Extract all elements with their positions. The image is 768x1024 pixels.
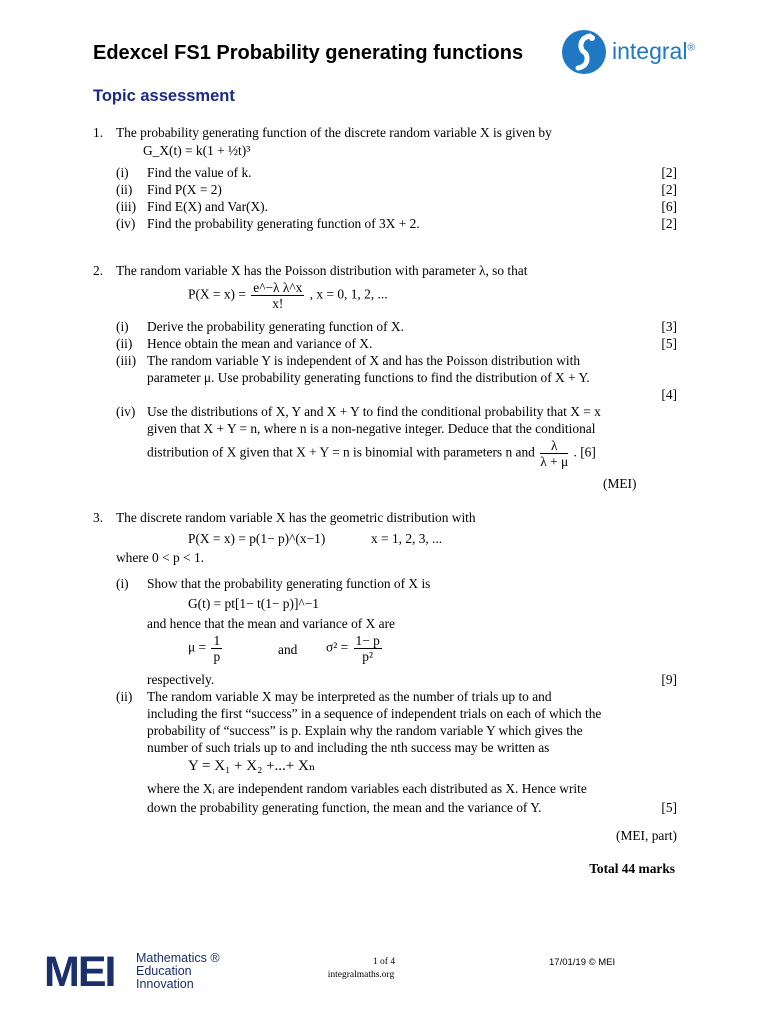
question-stem: The random variable X has the Poisson distribution with parameter λ, so that [116,263,528,278]
formula-fraction [251,280,304,311]
formula-range: , x = 0, 1, 2, ... [309,286,388,302]
integral-swirl-icon [560,28,608,76]
part-mark: [9] [661,672,677,687]
part-text: parameter μ. Use probability generating functions to find the distribution of X + Y. [147,370,590,385]
part-text: given that X + Y = n, where n is a non-negative integer. Deduce that the conditional [147,421,596,436]
formula-range: x = 1, 2, 3, ... [371,531,443,546]
part-text: Use the distributions of X, Y and X + Y to find the conditional probability that X = x [147,404,601,419]
part-label: (i) [116,165,129,180]
part-text: where the Xᵢ are independent random variables each distributed as X. Hence write [147,781,587,796]
formula-lhs: σ² = [326,639,349,655]
part-text: Find the probability generating function of 3X + 2. [147,216,420,231]
part-label: (i) [116,576,129,591]
part-last-line [147,438,596,469]
part-text: Find P(X = 2) [147,182,222,197]
fraction-numerator: 1− p [355,633,380,648]
part-text: The random variable Y is independent of X and has the Poisson distribution with [147,353,581,368]
parameter-condition: where 0 < p < 1. [116,550,204,565]
question-number: 2. [93,263,104,278]
formula-lhs: μ = [188,639,207,655]
page-number: 1 of 4 [372,957,396,967]
question-source: (MEI, part) [616,828,677,843]
question-number: 3. [93,510,104,525]
part-text: respectively. [147,672,215,687]
fraction-denominator: p² [362,649,373,664]
fraction-denominator: x! [272,296,284,311]
mei-word-mathematics: Mathematics ® [136,951,220,965]
page-subtitle: Topic assessment [93,87,235,105]
fraction-numerator: λ [540,438,568,454]
question-number: 1. [93,125,104,140]
page-title: Edexcel FS1 Probability generating functions [93,42,524,64]
part-text: distribution of X given that X + Y = n is binomial with parameters n and [147,444,535,460]
part-text: and hence that the mean and variance of X are [147,616,395,631]
mean-formula [188,633,224,664]
part-mark: [6] [661,199,677,214]
part-text: down the probability generating function, the mean and the variance of Y. [147,800,542,815]
part-text: including the first “success” in a sequence of independent trials on each of which the [147,706,602,721]
mei-logo-letters: MEI [44,948,115,996]
mei-word-innovation: Innovation [136,977,194,991]
sum-formula: Y = X₁ + X₂ +...+ Xₙ [188,758,316,774]
fraction-numerator: 1 [213,633,221,648]
part-text: Hence obtain the mean and variance of X. [147,336,373,351]
part-label: (iv) [116,216,136,231]
mei-word-education: Education [136,964,192,978]
binomial-fraction [540,438,568,469]
site-link[interactable]: integralmaths.org [327,970,395,980]
total-marks: Total 44 marks [589,861,675,876]
part-mark: [4] [661,387,677,402]
variance-formula [326,633,384,664]
part-label: (iii) [116,353,137,368]
question-1 [93,124,677,234]
part-mark: [5] [661,336,677,351]
variance-fraction [354,633,382,664]
question-formula: G_X(t) = k(1 + ½t)³ [143,143,251,158]
question-stem: The probability generating function of the discrete random variable X is given by [116,125,552,140]
formula-lhs: P(X = x) = [188,286,246,302]
part-text: Derive the probability generating function of X. [147,319,404,334]
part-text: Show that the probability generating function of X is [147,576,431,591]
part-mark: . [6] [573,444,596,460]
part-text: number of such trials up to and including the nth success may be written as [147,740,550,755]
part-label: (ii) [116,182,133,197]
part-text: Find E(X) and Var(X). [147,199,268,214]
conjunction-text: and [278,642,298,657]
question-3 [93,509,677,844]
part-mark: [3] [661,319,677,334]
question-stem: The discrete random variable X has the geometric distribution with [116,510,476,525]
part-mark: [2] [661,216,677,231]
integral-logo-text: integral® [612,38,695,64]
question-source: (MEI) [603,476,637,491]
part-mark: [2] [661,165,677,180]
mean-fraction [211,633,222,664]
part-label: (ii) [116,689,133,704]
part-text: Find the value of k. [147,165,252,180]
part-text: probability of “success” is p. Explain why the random variable Y which gives the [147,723,583,738]
part-text: The random variable X may be interpreted as the number of trials up to and [147,689,552,704]
part-label: (iii) [116,199,137,214]
fraction-denominator: p [213,649,221,664]
footer-date: 17/01/19 © MEI [549,957,616,968]
fraction-denominator: λ + μ [540,454,569,469]
part-mark: [2] [661,182,677,197]
part-label: (iv) [116,404,136,419]
part-label: (i) [116,319,129,334]
part-mark: [5] [661,800,677,815]
fraction-numerator: e^−λ λ^x [253,280,303,295]
part-label: (ii) [116,336,133,351]
integral-logo [560,28,730,78]
geometric-formula: P(X = x) = p(1− p)^(x−1) [188,531,326,546]
question-2 [93,262,677,492]
pgf-formula: G(t) = pt[1− t(1− p)]^−1 [188,596,319,611]
poisson-formula [188,280,388,311]
